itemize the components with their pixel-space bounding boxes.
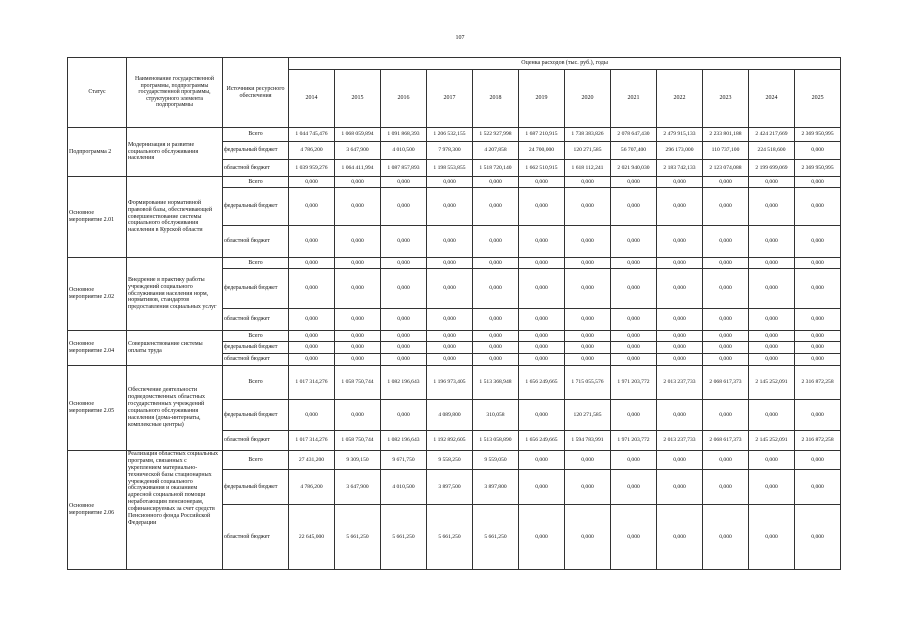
row-source: областной бюджет <box>223 309 289 331</box>
value-cell: 2 424 217,669 <box>749 128 795 142</box>
value-cell: 1 017 314,276 <box>289 431 335 451</box>
value-cell: 0,000 <box>657 269 703 309</box>
value-cell: 4 786,200 <box>289 142 335 160</box>
value-cell: 0,000 <box>519 226 565 258</box>
value-cell: 0,000 <box>381 309 427 331</box>
value-cell: 1 513 368,948 <box>473 366 519 400</box>
value-cell: 0,000 <box>289 269 335 309</box>
row-name: Формирование нормативной правовой базы, обеспечивающей совершенствование системы социального обслуживания населения в Курской области <box>127 177 223 258</box>
value-cell: 1 192 892,605 <box>427 431 473 451</box>
header-year: 2021 <box>611 70 657 128</box>
value-cell: 0,000 <box>519 258 565 269</box>
table-row <box>68 128 841 142</box>
value-cell: 0,000 <box>335 188 381 226</box>
value-cell: 0,000 <box>473 258 519 269</box>
value-cell: 0,000 <box>611 331 657 342</box>
value-cell: 2 123 074,088 <box>703 160 749 177</box>
value-cell: 0,000 <box>565 177 611 188</box>
value-cell: 0,000 <box>657 331 703 342</box>
value-cell: 0,000 <box>749 309 795 331</box>
value-cell: 27 431,200 <box>289 451 335 470</box>
table-header <box>68 58 841 128</box>
value-cell: 1 687 210,915 <box>519 128 565 142</box>
value-cell: 1 196 973,405 <box>427 366 473 400</box>
value-cell: 1 039 959,276 <box>289 160 335 177</box>
value-cell: 1 091 868,393 <box>381 128 427 142</box>
value-cell: 0,000 <box>795 142 841 160</box>
value-cell: 0,000 <box>611 451 657 470</box>
value-cell: 0,000 <box>795 188 841 226</box>
value-cell: 3 897,500 <box>427 470 473 505</box>
value-cell: 1 971 203,772 <box>611 366 657 400</box>
value-cell: 0,000 <box>519 400 565 431</box>
value-cell: 0,000 <box>381 354 427 366</box>
value-cell: 9 309,150 <box>335 451 381 470</box>
value-cell: 1 058 750,744 <box>335 431 381 451</box>
value-cell: 0,000 <box>611 269 657 309</box>
row-status: Основное мероприятие 2.01 <box>68 177 127 258</box>
row-name: Внедрение в практику работы учреждений социального обслуживания населения норм, нормативов, стандартов предоставления социальных услуг <box>127 258 223 331</box>
header-year: 2023 <box>703 70 749 128</box>
value-cell: 3 897,800 <box>473 470 519 505</box>
value-cell: 3 647,900 <box>335 470 381 505</box>
value-cell: 0,000 <box>749 188 795 226</box>
value-cell: 0,000 <box>381 342 427 354</box>
value-cell: 1 518 720,140 <box>473 160 519 177</box>
value-cell: 1 206 532,155 <box>427 128 473 142</box>
row-name: Совершенствование системы оплаты труда <box>127 331 223 366</box>
value-cell: 9 559,050 <box>473 451 519 470</box>
value-cell: 0,000 <box>473 188 519 226</box>
header-year: 2014 <box>289 70 335 128</box>
value-cell: 1 971 203,772 <box>611 431 657 451</box>
value-cell: 0,000 <box>703 226 749 258</box>
value-cell: 110 737,100 <box>703 142 749 160</box>
value-cell: 0,000 <box>703 354 749 366</box>
value-cell: 0,000 <box>657 451 703 470</box>
value-cell: 0,000 <box>749 505 795 570</box>
value-cell: 0,000 <box>749 258 795 269</box>
value-cell: 2 068 617,373 <box>703 366 749 400</box>
value-cell: 0,000 <box>611 177 657 188</box>
value-cell: 0,000 <box>565 505 611 570</box>
row-source: областной бюджет <box>223 226 289 258</box>
value-cell: 0,000 <box>795 354 841 366</box>
value-cell: 0,000 <box>565 188 611 226</box>
value-cell: 4 207,858 <box>473 142 519 160</box>
value-cell: 1 044 745,476 <box>289 128 335 142</box>
value-cell: 0,000 <box>427 342 473 354</box>
value-cell: 0,000 <box>289 226 335 258</box>
value-cell: 0,000 <box>427 188 473 226</box>
value-cell: 0,000 <box>381 331 427 342</box>
value-cell: 0,000 <box>703 269 749 309</box>
row-status: Основное мероприятие 2.05 <box>68 366 127 451</box>
value-cell: 0,000 <box>381 188 427 226</box>
value-cell: 0,000 <box>749 470 795 505</box>
value-cell: 1 017 314,276 <box>289 366 335 400</box>
value-cell: 1 082 196,643 <box>381 431 427 451</box>
value-cell: 0,000 <box>473 354 519 366</box>
value-cell: 0,000 <box>427 354 473 366</box>
table-row <box>68 331 841 342</box>
value-cell: 0,000 <box>565 342 611 354</box>
value-cell: 0,000 <box>611 470 657 505</box>
row-status: Основное мероприятие 2.06 <box>68 451 127 570</box>
value-cell: 0,000 <box>335 331 381 342</box>
header-year: 2015 <box>335 70 381 128</box>
value-cell: 1 656 249,665 <box>519 431 565 451</box>
row-source: Всего <box>223 331 289 342</box>
value-cell: 0,000 <box>565 470 611 505</box>
value-cell: 2 369 950,995 <box>795 160 841 177</box>
value-cell: 0,000 <box>795 342 841 354</box>
value-cell: 0,000 <box>795 269 841 309</box>
budget-table <box>67 57 841 570</box>
value-cell: 0,000 <box>473 309 519 331</box>
header-status: Статус <box>68 58 127 128</box>
value-cell: 0,000 <box>427 226 473 258</box>
value-cell: 0,000 <box>381 177 427 188</box>
value-cell: 0,000 <box>611 226 657 258</box>
value-cell: 22 645,000 <box>289 505 335 570</box>
value-cell: 5 661,250 <box>427 505 473 570</box>
value-cell: 0,000 <box>473 226 519 258</box>
value-cell: 1 662 510,915 <box>519 160 565 177</box>
value-cell: 0,000 <box>519 470 565 505</box>
value-cell: 0,000 <box>703 470 749 505</box>
value-cell: 2 145 252,091 <box>749 431 795 451</box>
value-cell: 1 594 783,991 <box>565 431 611 451</box>
value-cell: 2 479 915,133 <box>657 128 703 142</box>
value-cell: 0,000 <box>749 331 795 342</box>
value-cell: 1 064 411,994 <box>335 160 381 177</box>
value-cell: 0,000 <box>519 342 565 354</box>
value-cell: 0,000 <box>657 470 703 505</box>
value-cell: 0,000 <box>427 331 473 342</box>
value-cell: 2 369 950,995 <box>795 128 841 142</box>
value-cell: 0,000 <box>565 258 611 269</box>
value-cell: 56 707,400 <box>611 142 657 160</box>
value-cell: 2 068 617,373 <box>703 431 749 451</box>
value-cell: 0,000 <box>565 226 611 258</box>
value-cell: 7 978,300 <box>427 142 473 160</box>
value-cell: 0,000 <box>703 258 749 269</box>
row-status: Основное мероприятие 2.02 <box>68 258 127 331</box>
value-cell: 2 233 801,188 <box>703 128 749 142</box>
value-cell: 0,000 <box>611 309 657 331</box>
row-source: Всего <box>223 366 289 400</box>
value-cell: 1 656 249,665 <box>519 366 565 400</box>
value-cell: 0,000 <box>335 354 381 366</box>
value-cell: 0,000 <box>657 226 703 258</box>
value-cell: 4 089,800 <box>427 400 473 431</box>
value-cell: 0,000 <box>519 177 565 188</box>
table-body <box>68 128 841 570</box>
value-cell: 0,000 <box>519 188 565 226</box>
value-cell: 0,000 <box>381 258 427 269</box>
value-cell: 0,000 <box>427 177 473 188</box>
value-cell: 0,000 <box>703 342 749 354</box>
header-year: 2022 <box>657 70 703 128</box>
row-source: областной бюджет <box>223 160 289 177</box>
value-cell: 0,000 <box>519 354 565 366</box>
header-year: 2016 <box>381 70 427 128</box>
value-cell: 0,000 <box>381 269 427 309</box>
value-cell: 2 316 872,258 <box>795 366 841 400</box>
value-cell: 2 013 237,733 <box>657 366 703 400</box>
value-cell: 0,000 <box>289 342 335 354</box>
value-cell: 1 068 059,894 <box>335 128 381 142</box>
table-row <box>68 366 841 400</box>
value-cell: 0,000 <box>611 354 657 366</box>
value-cell: 0,000 <box>381 400 427 431</box>
row-source: Всего <box>223 177 289 188</box>
value-cell: 0,000 <box>289 354 335 366</box>
row-source: федеральный бюджет <box>223 269 289 309</box>
value-cell: 0,000 <box>795 470 841 505</box>
value-cell: 0,000 <box>795 226 841 258</box>
value-cell: 0,000 <box>289 309 335 331</box>
value-cell: 0,000 <box>565 309 611 331</box>
value-cell: 0,000 <box>703 177 749 188</box>
value-cell: 0,000 <box>289 400 335 431</box>
header-sources: Источники ресурсного обеспечения <box>223 58 289 128</box>
value-cell: 5 661,250 <box>473 505 519 570</box>
value-cell: 0,000 <box>657 505 703 570</box>
value-cell: 0,000 <box>289 258 335 269</box>
header-year: 2025 <box>795 70 841 128</box>
value-cell: 0,000 <box>703 309 749 331</box>
value-cell: 1 715 055,576 <box>565 366 611 400</box>
value-cell: 1 513 058,890 <box>473 431 519 451</box>
page-number: 107 <box>455 35 465 41</box>
value-cell: 0,000 <box>795 451 841 470</box>
value-cell: 3 647,900 <box>335 142 381 160</box>
value-cell: 0,000 <box>519 269 565 309</box>
value-cell: 9 671,750 <box>381 451 427 470</box>
row-name: Модернизация и развитие социального обслуживания населения <box>127 128 223 177</box>
header-year: 2018 <box>473 70 519 128</box>
value-cell: 0,000 <box>565 269 611 309</box>
value-cell: 0,000 <box>519 331 565 342</box>
header-name: Наименование государственной программы, подпрограммы государственной программы, структурного элемента подпрограммы <box>127 58 223 128</box>
table-row <box>68 258 841 269</box>
value-cell: 0,000 <box>749 177 795 188</box>
value-cell: 1 058 750,744 <box>335 366 381 400</box>
value-cell: 0,000 <box>611 342 657 354</box>
value-cell: 0,000 <box>335 269 381 309</box>
value-cell: 0,000 <box>657 177 703 188</box>
value-cell: 0,000 <box>749 342 795 354</box>
value-cell: 2 199 699,069 <box>749 160 795 177</box>
value-cell: 1 082 196,643 <box>381 366 427 400</box>
value-cell: 0,000 <box>519 505 565 570</box>
value-cell: 4 786,200 <box>289 470 335 505</box>
row-source: Всего <box>223 128 289 142</box>
row-source: федеральный бюджет <box>223 470 289 505</box>
header-year: 2019 <box>519 70 565 128</box>
value-cell: 2 183 742,133 <box>657 160 703 177</box>
row-source: федеральный бюджет <box>223 188 289 226</box>
value-cell: 0,000 <box>657 188 703 226</box>
value-cell: 0,000 <box>427 258 473 269</box>
value-cell: 0,000 <box>703 331 749 342</box>
value-cell: 2 316 872,258 <box>795 431 841 451</box>
value-cell: 0,000 <box>657 400 703 431</box>
table-row <box>68 177 841 188</box>
value-cell: 296 173,000 <box>657 142 703 160</box>
row-source: федеральный бюджет <box>223 142 289 160</box>
value-cell: 310,058 <box>473 400 519 431</box>
value-cell: 0,000 <box>657 258 703 269</box>
value-cell: 0,000 <box>703 505 749 570</box>
value-cell: 0,000 <box>473 342 519 354</box>
value-cell: 0,000 <box>611 258 657 269</box>
value-cell: 0,000 <box>703 188 749 226</box>
row-source: областной бюджет <box>223 505 289 570</box>
value-cell: 0,000 <box>565 451 611 470</box>
value-cell: 224 518,600 <box>749 142 795 160</box>
value-cell: 2 013 237,733 <box>657 431 703 451</box>
value-cell: 0,000 <box>795 400 841 431</box>
header-estimate: Оценка расходов (тыс. руб.), годы <box>289 58 841 70</box>
value-cell: 2 145 252,091 <box>749 366 795 400</box>
value-cell: 0,000 <box>703 400 749 431</box>
value-cell: 0,000 <box>335 309 381 331</box>
value-cell: 1 618 112,241 <box>565 160 611 177</box>
header-year: 2024 <box>749 70 795 128</box>
value-cell: 0,000 <box>749 400 795 431</box>
value-cell: 0,000 <box>565 354 611 366</box>
value-cell: 0,000 <box>381 226 427 258</box>
value-cell: 0,000 <box>335 258 381 269</box>
row-name: Обеспечение деятельности подведомственных областных государственных учреждений социального обслуживания населения (дома-интернаты, комплексные центры) <box>127 366 223 451</box>
value-cell: 0,000 <box>289 188 335 226</box>
row-source: Всего <box>223 451 289 470</box>
value-cell: 1 198 553,855 <box>427 160 473 177</box>
value-cell: 0,000 <box>795 309 841 331</box>
row-status: Основное мероприятие 2.04 <box>68 331 127 366</box>
value-cell: 0,000 <box>749 354 795 366</box>
value-cell: 0,000 <box>657 354 703 366</box>
row-source: Всего <box>223 258 289 269</box>
row-source: областной бюджет <box>223 431 289 451</box>
value-cell: 0,000 <box>519 309 565 331</box>
value-cell: 0,000 <box>519 451 565 470</box>
value-cell: 0,000 <box>427 269 473 309</box>
value-cell: 5 661,250 <box>381 505 427 570</box>
value-cell: 0,000 <box>611 505 657 570</box>
header-year: 2020 <box>565 70 611 128</box>
row-source: областной бюджет <box>223 354 289 366</box>
value-cell: 0,000 <box>749 269 795 309</box>
value-cell: 0,000 <box>289 331 335 342</box>
value-cell: 1 738 383,826 <box>565 128 611 142</box>
value-cell: 0,000 <box>565 331 611 342</box>
value-cell: 0,000 <box>611 188 657 226</box>
value-cell: 120 271,585 <box>565 400 611 431</box>
value-cell: 4 010,500 <box>381 142 427 160</box>
value-cell: 0,000 <box>749 226 795 258</box>
value-cell: 0,000 <box>657 342 703 354</box>
value-cell: 24 700,000 <box>519 142 565 160</box>
value-cell: 0,000 <box>703 451 749 470</box>
value-cell: 0,000 <box>795 331 841 342</box>
value-cell: 2 078 647,430 <box>611 128 657 142</box>
value-cell: 1 087 857,893 <box>381 160 427 177</box>
value-cell: 0,000 <box>335 342 381 354</box>
row-name: Реализация областных социальных программ, связанных с укреплением материально-технической базы стационарных учреждений социального обслуживания и оказанием адресной социальной помощи неработающим пенсионерам, софинансируемых за счет средств Пенсионного фонда Российской Федерации <box>127 451 223 570</box>
value-cell: 1 522 927,998 <box>473 128 519 142</box>
value-cell: 0,000 <box>473 331 519 342</box>
value-cell: 0,000 <box>795 177 841 188</box>
value-cell: 0,000 <box>473 269 519 309</box>
value-cell: 0,000 <box>795 258 841 269</box>
value-cell: 9 558,250 <box>427 451 473 470</box>
value-cell: 0,000 <box>611 400 657 431</box>
table-row <box>68 451 841 470</box>
value-cell: 0,000 <box>427 309 473 331</box>
value-cell: 0,000 <box>335 400 381 431</box>
value-cell: 4 010,500 <box>381 470 427 505</box>
value-cell: 120 271,585 <box>565 142 611 160</box>
row-source: федеральный бюджет <box>223 342 289 354</box>
value-cell: 5 661,250 <box>335 505 381 570</box>
value-cell: 0,000 <box>795 505 841 570</box>
row-status: Подпрограмма 2 <box>68 128 127 177</box>
value-cell: 0,000 <box>473 177 519 188</box>
value-cell: 0,000 <box>335 226 381 258</box>
value-cell: 2 021 940,030 <box>611 160 657 177</box>
row-source: федеральный бюджет <box>223 400 289 431</box>
value-cell: 0,000 <box>749 451 795 470</box>
value-cell: 0,000 <box>657 309 703 331</box>
value-cell: 0,000 <box>289 177 335 188</box>
header-year: 2017 <box>427 70 473 128</box>
value-cell: 0,000 <box>335 177 381 188</box>
